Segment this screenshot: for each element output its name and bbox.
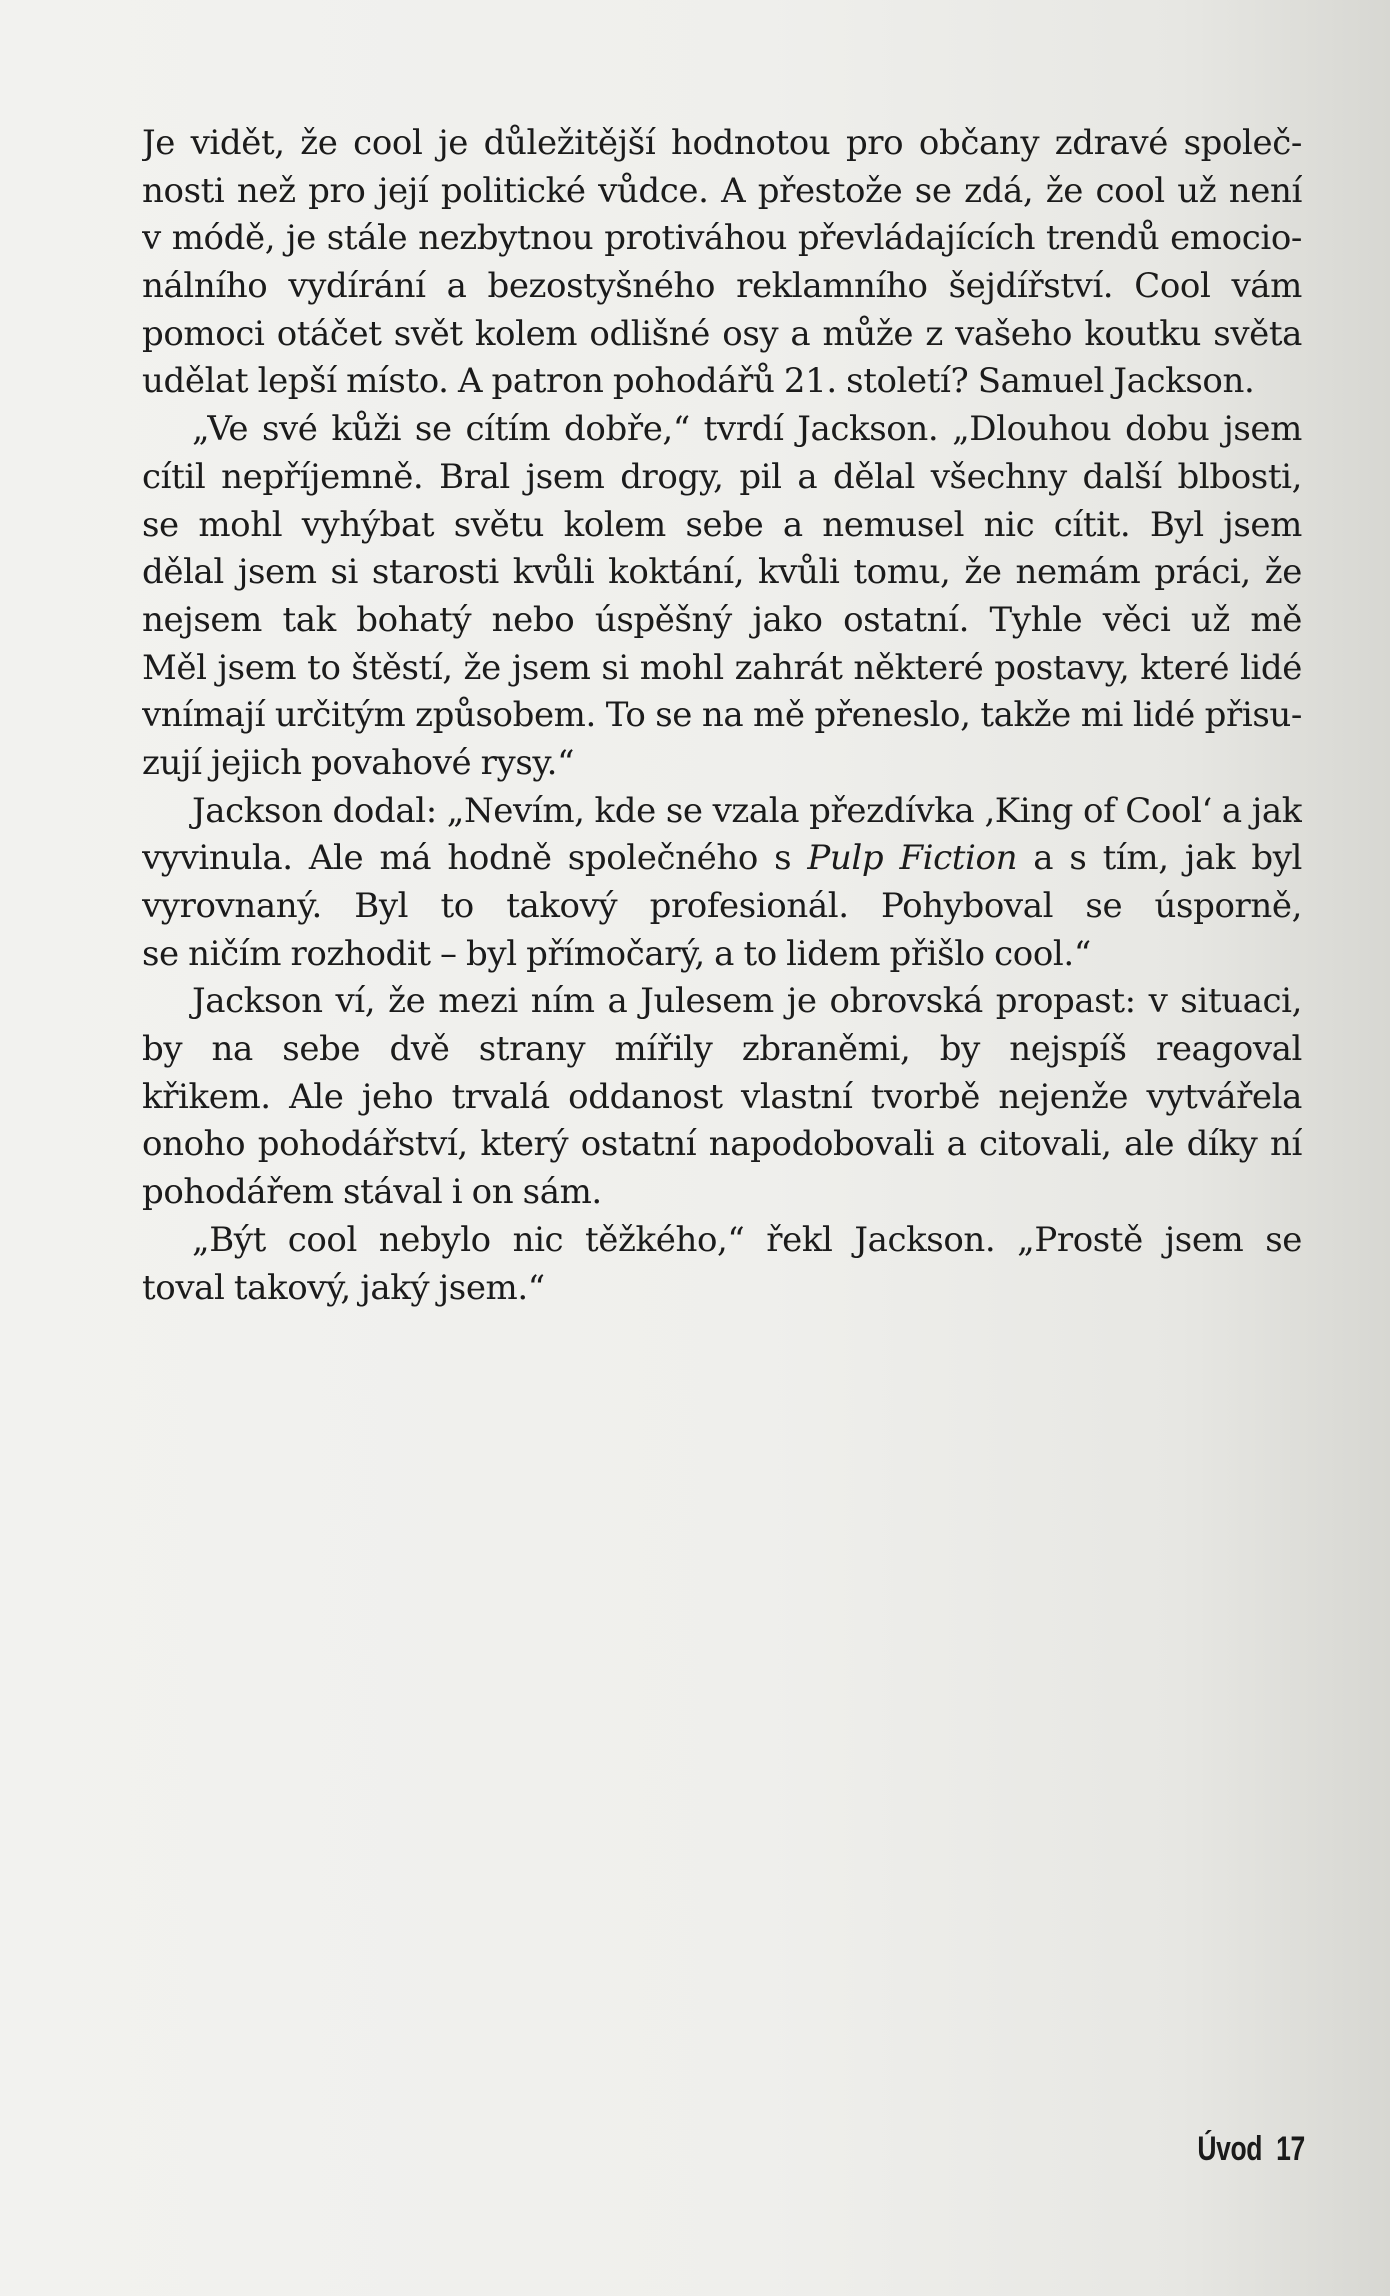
text-line: pomoci otáčet svět kolem odlišné osy a může z vašeho koutku světa — [142, 313, 1302, 354]
text-line: toval takový, jaký jsem.“ — [142, 1267, 545, 1308]
text-line: nálního vydírání a bezostyšného reklamního šejdířství. Cool vám — [142, 266, 1302, 307]
text-line: vnímají určitým způsobem. To se na mě přeneslo, takže mi lidé přisu- — [142, 695, 1302, 736]
text-line: Jackson ví, že mezi ním a Julesem je obrovská propast: v situaci, — [192, 981, 1302, 1022]
text-line: se ničím rozhodit – byl přímočarý, a to lidem přišlo cool.“ — [142, 933, 1091, 974]
text-line: cítil nepříjemně. Bral jsem drogy, pil a dělal všechny další blbosti, — [142, 456, 1302, 497]
text-fragment: a s tím, jak byl — [1033, 838, 1302, 879]
body-text — [142, 120, 1302, 1312]
text-line: pohodářem stával i on sám. — [142, 1172, 602, 1213]
text-line: by na sebe dvě strany mířily zbraněmi, by nejspíš reagoval — [142, 1029, 1302, 1070]
text-line: onoho pohodářství, který ostatní napodobovali a citovali, ale díky ní — [142, 1124, 1302, 1165]
text-line: nejsem tak bohatý nebo úspěšný jako ostatní. Tyhle věci už mě — [142, 599, 1302, 640]
text-line: Jackson dodal: „Nevím, kde se vzala přezdívka ‚King of Cool‘ a jak — [192, 790, 1302, 831]
text-line: vyrovnaný. Byl to takový profesionál. Pohyboval se úsporně, — [142, 886, 1302, 926]
text-line: zují jejich povahové rysy.“ — [142, 742, 575, 783]
text-line — [142, 835, 1302, 883]
text-line: v módě, je stále nezbytnou protiváhou převládajících trendů emocio- — [142, 218, 1302, 259]
text-line: „Ve své kůži se cítím dobře,“ tvrdí Jackson. „Dlouhou dobu jsem — [192, 409, 1302, 450]
section-title: Úvod — [1197, 2130, 1263, 2168]
text-line: se mohl vyhýbat světu kolem sebe a nemusel nic cítit. Byl jsem — [142, 504, 1302, 545]
text-fragment: vyvinula. Ale má hodně společného s — [142, 838, 808, 879]
text-line: „Být cool nebylo nic těžkého,“ řekl Jackson. „Prostě jsem se — [192, 1219, 1302, 1260]
page-footer — [1183, 2130, 1305, 2169]
text-line: nosti než pro její politické vůdce. A přestože se zdá, že cool už není — [142, 170, 1302, 211]
text-line: křikem. Ale jeho trvalá oddanost vlastní tvorbě nejenže vytvářela — [142, 1076, 1302, 1117]
text-line: dělal jsem si starosti kvůli koktání, kvůli tomu, že nemám práci, že — [142, 552, 1302, 593]
text-line: Měl jsem to štěstí, že jsem si mohl zahrát některé postavy, které lidé — [142, 647, 1302, 688]
text-line: Je vidět, že cool je důležitější hodnotou pro občany zdravé společ- — [142, 123, 1302, 163]
page-number: 17 — [1276, 2130, 1305, 2168]
text-line: udělat lepší místo. A patron pohodářů 21. století? Samuel Jackson. — [142, 361, 1255, 402]
film-title: Pulp Fiction — [807, 838, 1018, 879]
